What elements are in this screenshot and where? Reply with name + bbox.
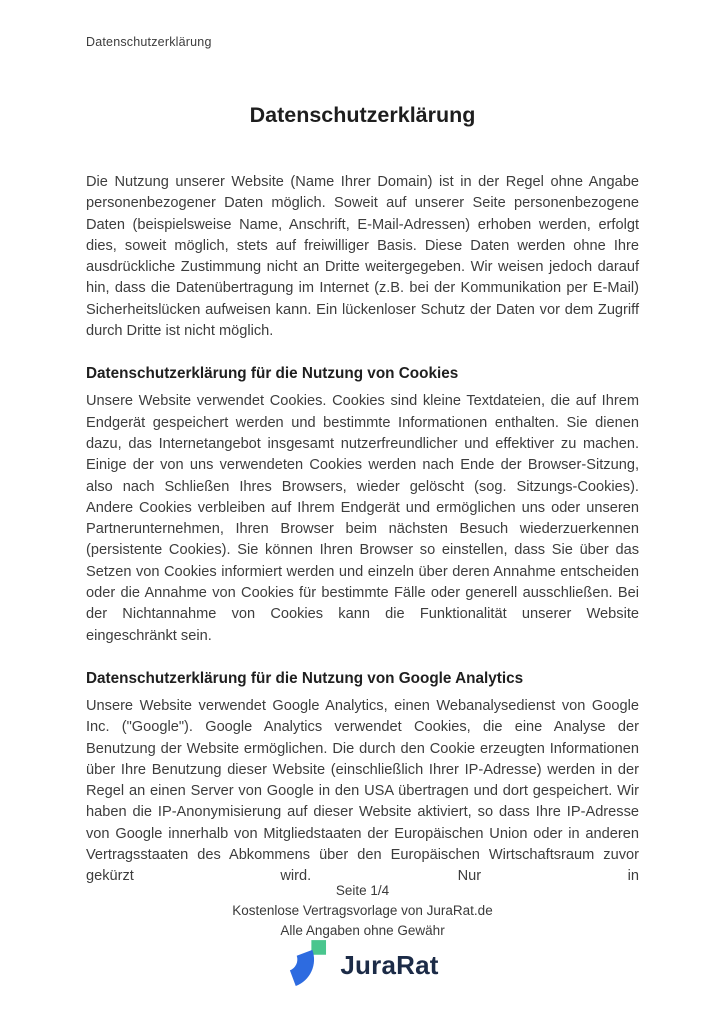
jurarat-logo xyxy=(0,940,725,990)
section-heading-google-analytics: Datenschutzerklärung für die Nutzung von Google Analytics xyxy=(86,669,524,687)
paragraph-google-analytics: Unsere Website verwendet Google Analytics, einen Webanalysedienst von Google Inc. ("Google"). Google Analytics verwendet Cookies, die eine Analyse der Benutzung der Website ermöglichen. Die durch den Cookie erzeugten Informationen über Ihre Benutzung dieser Website (einschließlich Ihrer IP-Adresse) werden in der Regel an einen Server von Google in den USA übertragen und dort gespeichert. Wir haben die IP-Anonymisierung auf dieser Website aktiviert, so dass Ihre IP-Adresse von Google innerhalb von Mitgliedstaaten der Europäischen Union oder in anderen Vertragsstaaten des Abkommens über den Europäischen Wirtschaftsraum zuvor gekürzt wird. Nur in xyxy=(86,697,639,885)
logo-blue-swoosh xyxy=(290,950,314,986)
footer-disclaimer: Alle Angaben ohne Gewähr xyxy=(280,923,445,938)
paragraph-cookies: Unsere Website verwendet Cookies. Cookies sind kleine Textdateien, die auf Ihrem Endgerät gespeichert werden und bestimmte Informationen enthalten. Sie dienen dazu, das Internetangebot insgesamt nutzerfreundlicher und effektiver zu machen. Einige der von uns verwendeten Cookies werden nach Ende der Browser-Sitzung, also nach Schließen Ihres Browsers, wieder gelöscht (sog. Sitzungs-Cookies). Andere Cookies verbleiben auf Ihrem Endgerät und ermöglichen uns oder unseren Partnerunternehmen, Ihren Browser beim nächsten Besuch wiederzuerkennen (persistente Cookies). Sie können Ihren Browser so einstellen, dass Sie über das Setzen von Cookies informiert werden und einzeln über deren Annahme entscheiden oder die Annahme von Cookies für bestimmte Fälle oder generell ausschließen. Bei der Nichtannahme von Cookies kann die Funktionalität unserer Website eingeschränkt sein. xyxy=(86,393,639,644)
page-title: Datenschutzerklärung xyxy=(249,103,476,127)
jurarat-logo-icon xyxy=(286,940,327,990)
page-number: Seite 1/4 xyxy=(335,883,390,898)
footer-source-line: Kostenlose Vertragsvorlage von JuraRat.de xyxy=(232,903,493,918)
section-heading-cookies: Datenschutzerklärung für die Nutzung von Cookies xyxy=(86,365,459,383)
logo-green-square xyxy=(312,940,327,955)
running-header: Datenschutzerklärung xyxy=(86,35,212,49)
paragraph-intro: Die Nutzung unserer Website (Name Ihrer Domain) ist in der Regel ohne Angabe personenbezogener Daten möglich. Soweit auf unserer Seite personenbezogene Daten (beispielsweise Name, Anschrift, E-Mail-Adressen) erhoben werden, erfolgt dies, soweit möglich, stets auf freiwilliger Basis. Diese Daten werden ohne Ihre ausdrückliche Zustimmung nicht an Dritte weitergegeben. Wir weisen jedoch darauf hin, dass die Datenübertragung im Internet (z.B. bei der Kommunikation per E-Mail) Sicherheitslücken aufweisen kann. Ein lückenloser Schutz der Daten vor dem Zugriff durch Dritte ist nicht möglich. xyxy=(86,174,639,340)
page-footer xyxy=(0,881,725,941)
document-body xyxy=(86,172,639,888)
jurarat-logo-text: JuraRat xyxy=(340,949,439,980)
